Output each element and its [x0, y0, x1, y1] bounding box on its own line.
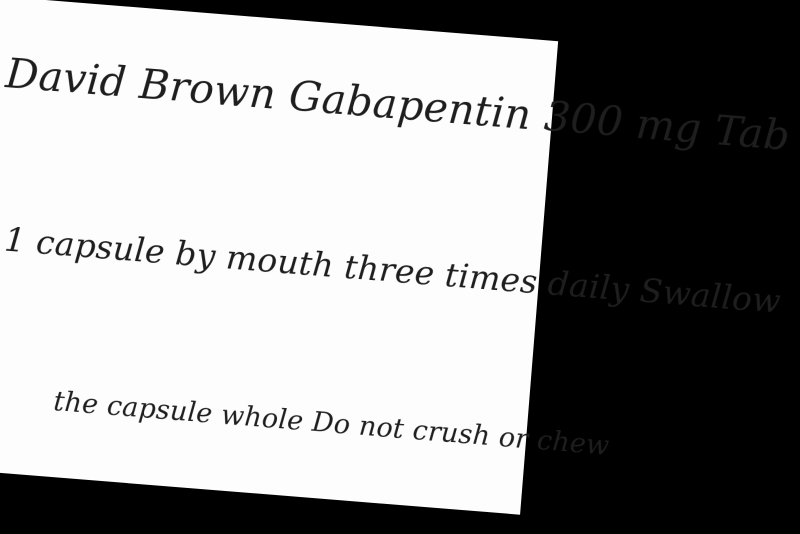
directions-line-1: 1 capsule by mouth three times daily Swallow [2, 219, 783, 321]
patient-medication-line [4, 49, 792, 160]
patient-name: David Brown [3, 49, 278, 119]
medication-name: Gabapentin 300 mg Tab [287, 71, 792, 161]
directions-line-2: the capsule whole Do not crush or chew [52, 385, 611, 462]
